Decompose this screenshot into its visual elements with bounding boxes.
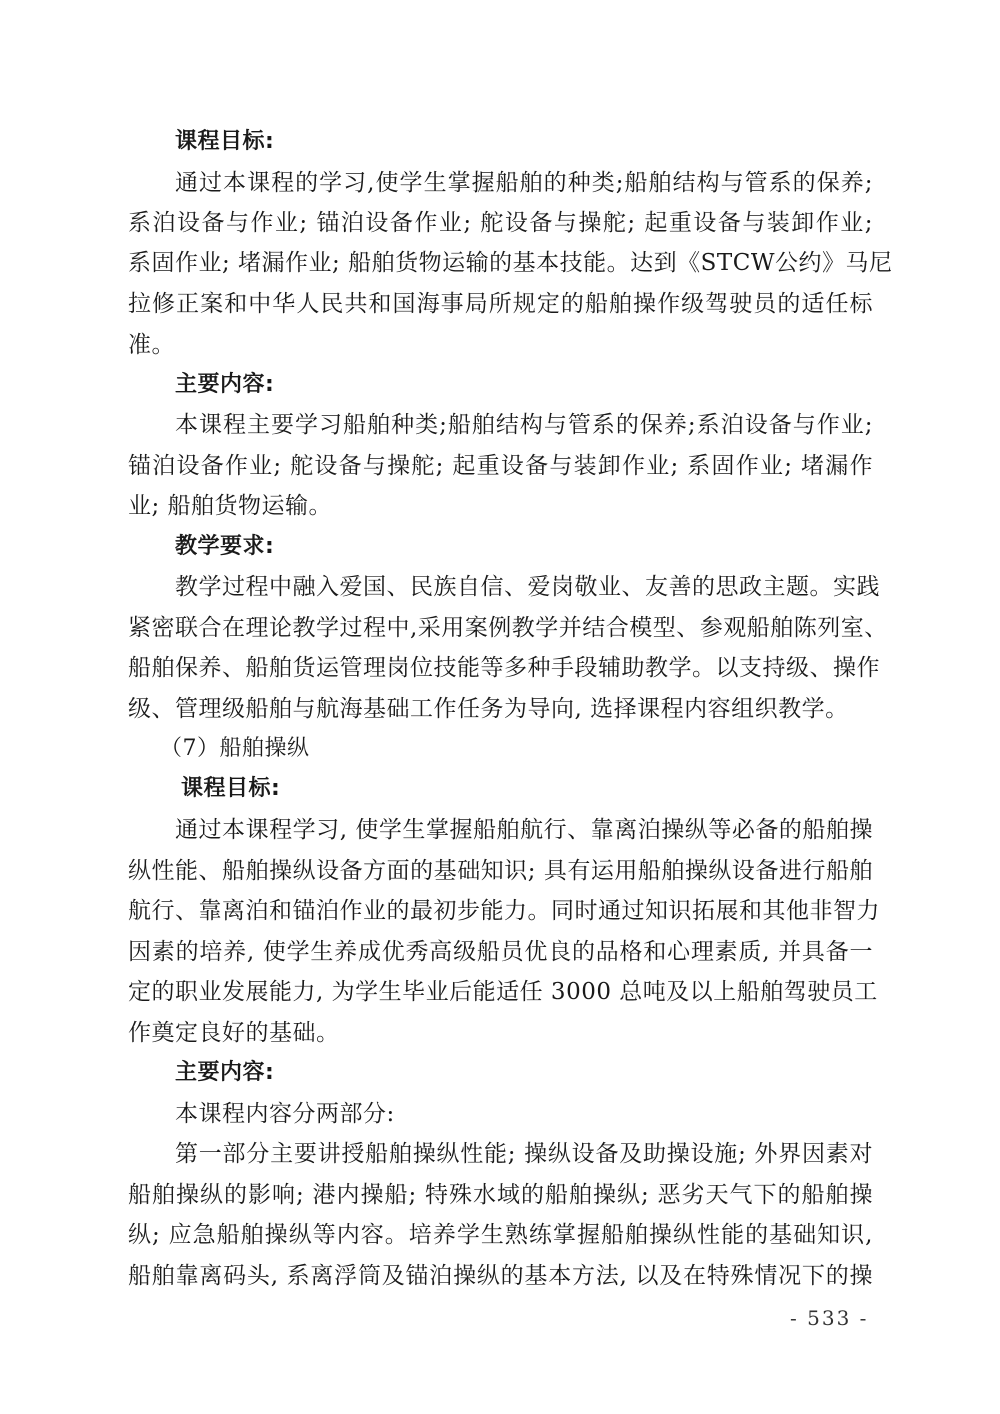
paragraph-line: 系固作业; 堵漏作业; 船舶货物运输的基本技能。达到《STCW公约》马尼 (128, 250, 893, 276)
paragraph-line: 纵; 应急船舶操纵等内容。培养学生熟练掌握船舶操纵性能的基础知识, (128, 1222, 873, 1248)
paragraph-line: 教学过程中融入爱国、民族自信、爱岗敬业、友善的思政主题。实践 (175, 574, 880, 600)
paragraph-line: 准。 (128, 332, 175, 358)
page-number: - 533 - (790, 1306, 869, 1330)
paragraph-line: 第一部分主要讲授船舶操纵性能; 操纵设备及助操设施; 外界因素对 (175, 1141, 873, 1167)
section-heading-course-objectives: 课程目标: (181, 776, 281, 801)
paragraph-line: 业; 船舶货物运输。 (128, 493, 333, 519)
paragraph-line: 船舶靠离码头, 系离浮筒及锚泊操纵的基本方法, 以及在特殊情况下的操 (128, 1263, 873, 1289)
paragraph-line: 系泊设备与作业; 锚泊设备作业; 舵设备与操舵; 起重设备与装卸作业; (128, 210, 873, 236)
paragraph-line: 纵性能、船舶操纵设备方面的基础知识; 具有运用船舶操纵设备进行船舶 (128, 858, 873, 884)
paragraph-line: 航行、靠离泊和锚泊作业的最初步能力。同时通过知识拓展和其他非智力 (128, 898, 880, 924)
paragraph-line: 定的职业发展能力, 为学生毕业后能适任 3000 总吨及以上船舶驾驶员工 (128, 979, 878, 1005)
paragraph-line: 锚泊设备作业; 舵设备与操舵; 起重设备与装卸作业; 系固作业; 堵漏作 (128, 453, 873, 479)
section-heading-course-objectives: 课程目标: (175, 129, 275, 154)
paragraph-line: 拉修正案和中华人民共和国海事局所规定的船舶操作级驾驶员的适任标 (128, 291, 873, 317)
section-heading-main-content: 主要内容: (175, 372, 275, 397)
paragraph-line: 通过本课程的学习,使学生掌握船舶的种类;船舶结构与管系的保养; (175, 170, 873, 196)
paragraph-line: 级、管理级船舶与航海基础工作任务为导向, 选择课程内容组织教学。 (128, 696, 849, 722)
paragraph-line: 因素的培养, 使学生养成优秀高级船员优良的品格和心理素质, 并具备一 (128, 939, 873, 965)
section-heading-teaching-requirements: 教学要求: (175, 534, 275, 559)
paragraph-line: 船舶保养、船舶货运管理岗位技能等多种手段辅助教学。以支持级、操作 (128, 655, 880, 681)
section-heading-main-content: 主要内容: (175, 1060, 275, 1085)
paragraph-line: 本课程主要学习船舶种类;船舶结构与管系的保养;系泊设备与作业; (175, 412, 873, 438)
paragraph-line: 通过本课程学习, 使学生掌握船舶航行、靠离泊操纵等必备的船舶操 (175, 817, 873, 843)
paragraph-line: 紧密联合在理论教学过程中,采用案例教学并结合模型、参观船舶陈列室、 (128, 615, 888, 641)
course-title: （7）船舶操纵 (160, 736, 310, 761)
paragraph-line: 本课程内容分两部分: (175, 1101, 395, 1127)
paragraph-line: 作奠定良好的基础。 (128, 1020, 340, 1046)
paragraph-line: 船舶操纵的影响; 港内操船; 特殊水域的船舶操纵; 恶劣天气下的船舶操 (128, 1182, 873, 1208)
